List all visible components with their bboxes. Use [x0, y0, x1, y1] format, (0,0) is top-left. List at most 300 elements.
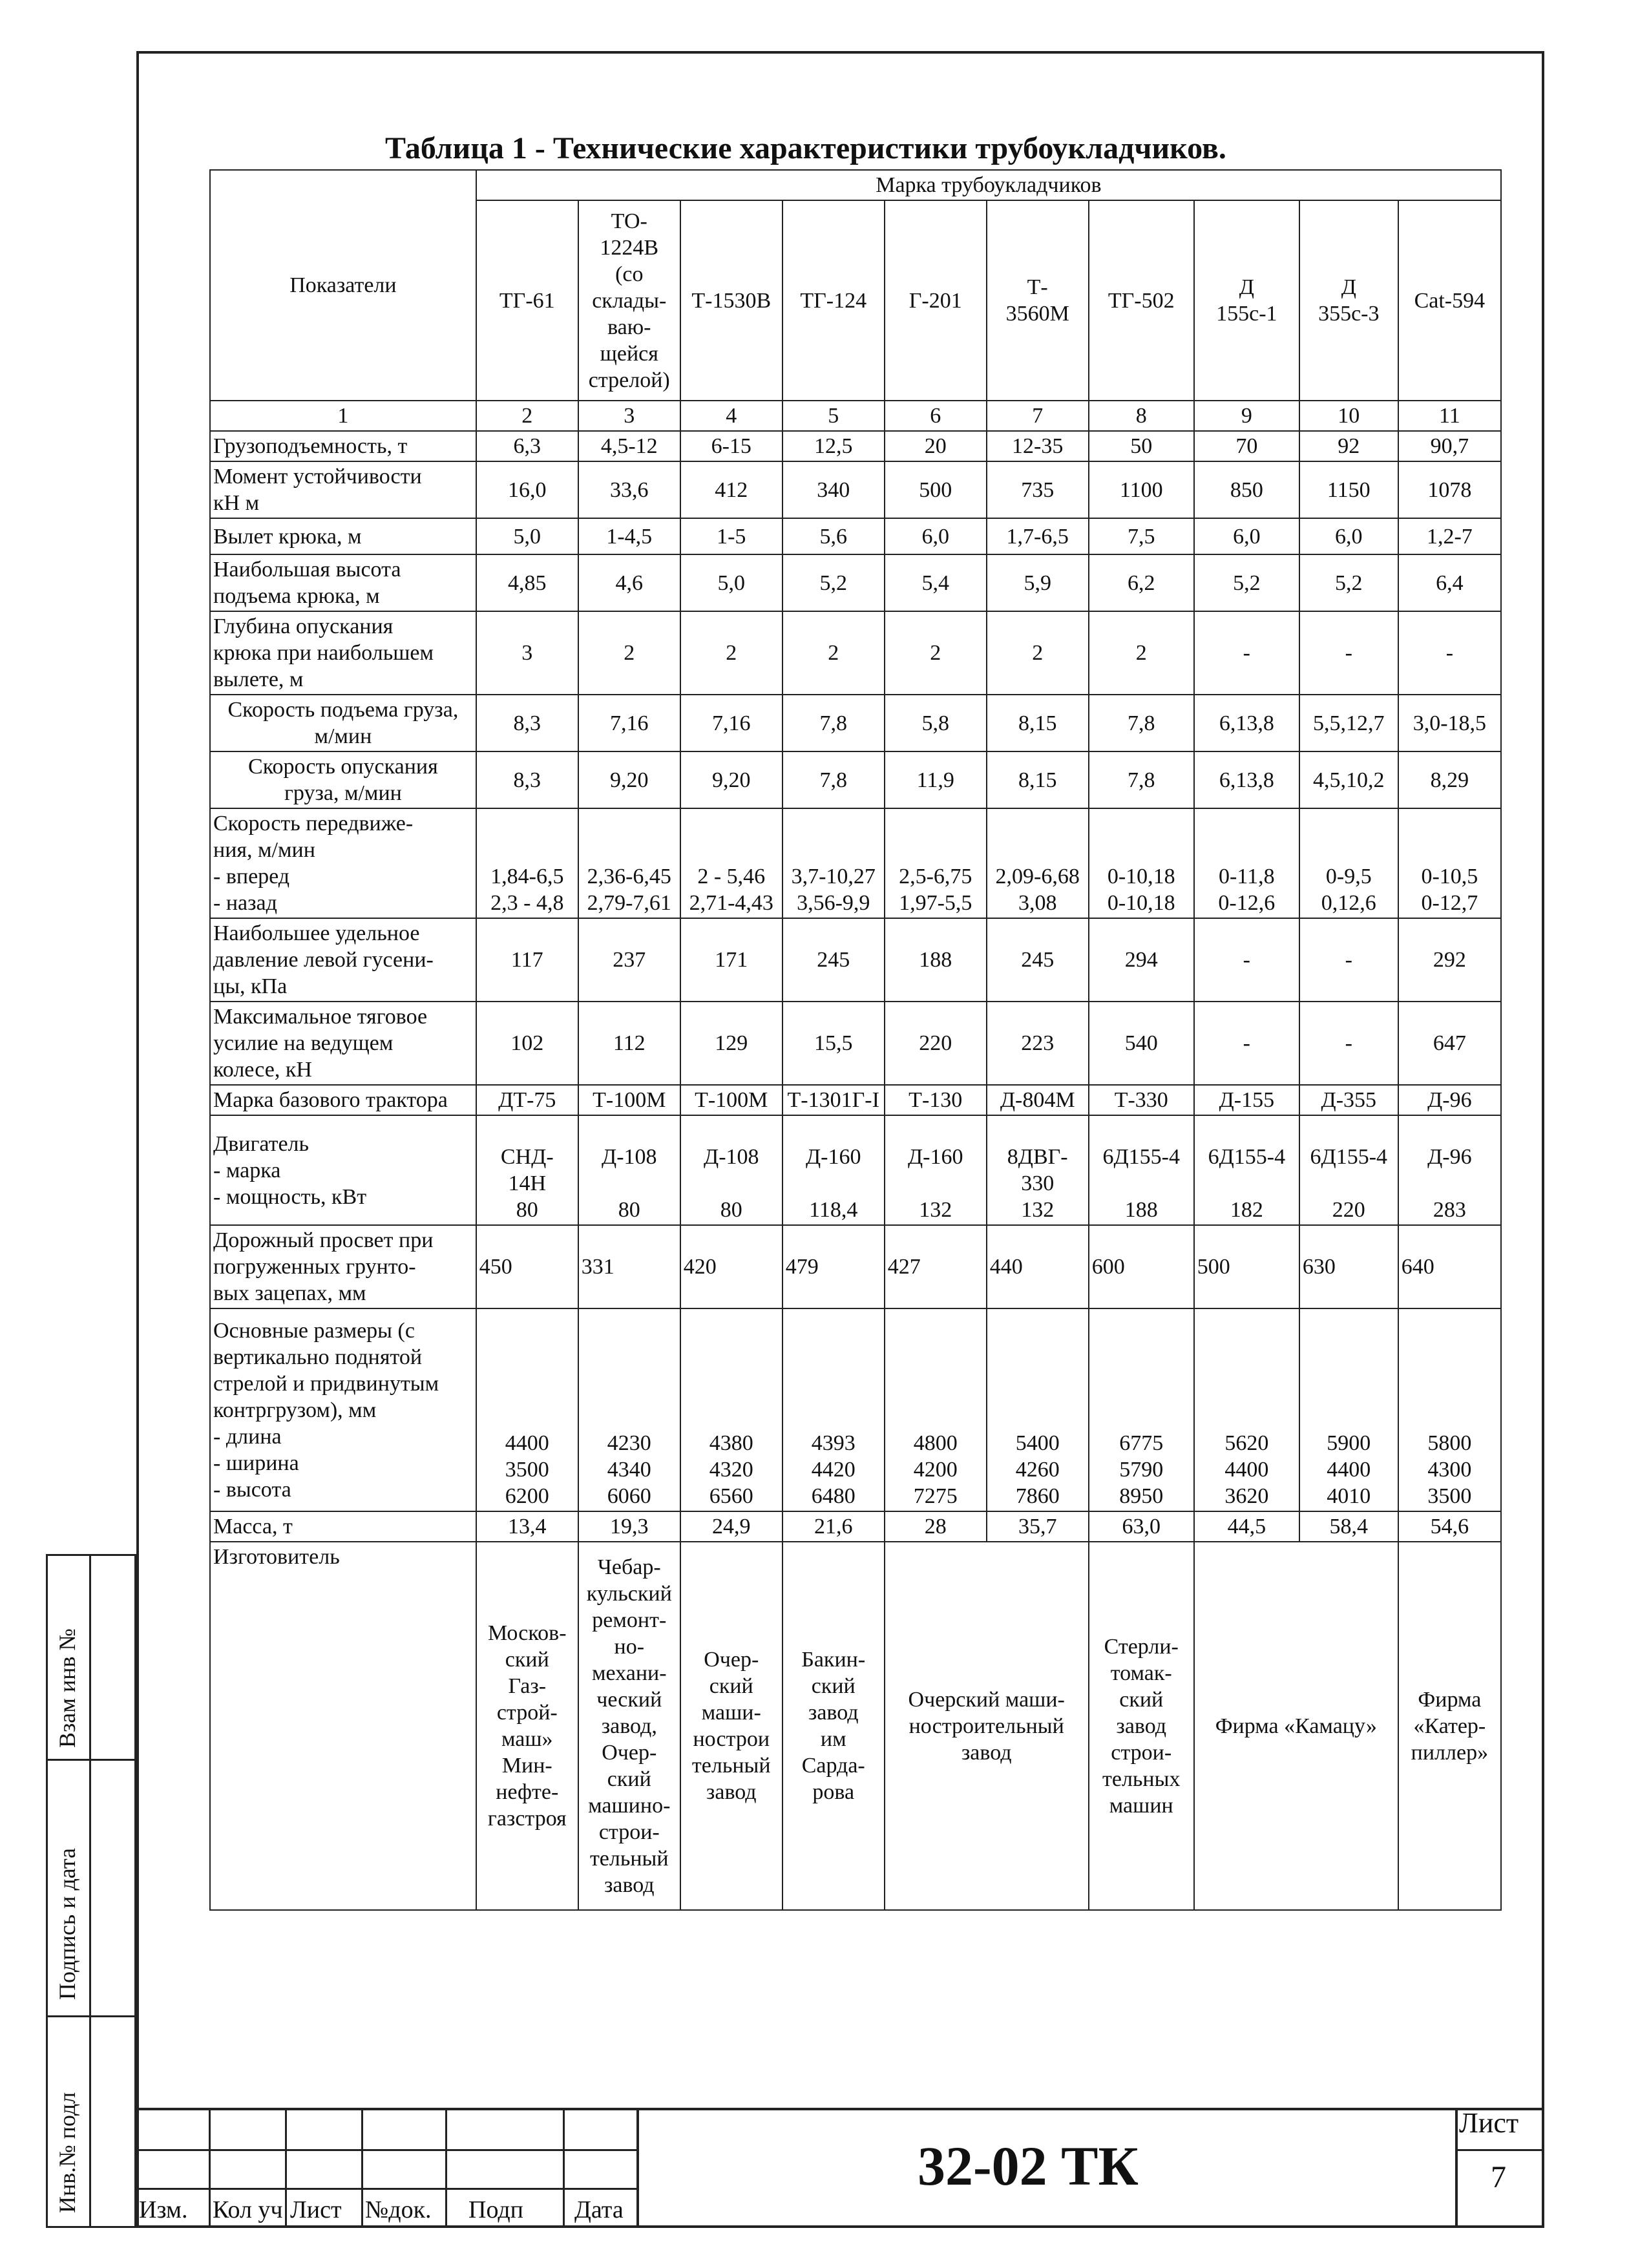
row-label-hook_height-line: Наибольшая высота: [213, 558, 401, 582]
value-traction: [578, 1002, 680, 1085]
value-engine-line: 80: [516, 1198, 538, 1222]
column-number-line: 9: [1241, 404, 1252, 428]
value-tractor: [1299, 1085, 1398, 1115]
value-dimensions-line: 6060: [607, 1484, 651, 1508]
maker-c5-line: им: [820, 1727, 846, 1751]
value-travel_speed: [680, 808, 782, 918]
maker-c2-line: Москов-: [488, 1621, 567, 1645]
value-engine-line: 6Д155-4: [1208, 1145, 1286, 1169]
value-mass-line: 35,7: [1018, 1515, 1057, 1538]
column-number: [680, 401, 782, 431]
column-number-line: 6: [930, 404, 941, 428]
value-lower_speed: [885, 751, 987, 808]
maker-c2-line: ский: [505, 1648, 549, 1672]
value-capacity: [1398, 431, 1501, 461]
value-travel_speed-line: 0-12,7: [1421, 891, 1478, 915]
value-travel_speed: [578, 808, 680, 918]
value-dimensions: [1398, 1308, 1501, 1511]
value-moment-line: 735: [1021, 478, 1055, 502]
maker-c67-line: ностроительный: [909, 1714, 1064, 1738]
value-tractor-line: Д-804М: [1000, 1088, 1075, 1112]
row-label-dimensions-line: вертикально поднятой: [213, 1345, 423, 1369]
maker-c5-line: завод: [808, 1701, 859, 1725]
tb-col-data: Дата: [574, 2196, 624, 2223]
value-capacity-line: 20: [924, 434, 947, 458]
value-pressure: [476, 918, 578, 1002]
maker-c4-line: завод: [706, 1780, 757, 1804]
value-tractor: [782, 1085, 885, 1115]
value-mass-line: 58,4: [1329, 1515, 1369, 1538]
value-mass-line: 63,0: [1122, 1515, 1161, 1538]
value-dimensions: [476, 1308, 578, 1511]
value-dimensions: [782, 1308, 885, 1511]
value-dimensions: [1299, 1308, 1398, 1511]
value-clearance-line: 450: [479, 1255, 512, 1279]
maker-c3-line: механи-: [592, 1661, 667, 1685]
row-label-pressure-line: давление левой гусени-: [213, 948, 434, 972]
value-lowering_depth: [476, 611, 578, 695]
maker-c8-line: ский: [1119, 1687, 1164, 1712]
maker-c3-line: машино-: [588, 1793, 671, 1818]
value-clearance: [476, 1225, 578, 1308]
maker-c2-line: строй-: [496, 1701, 558, 1725]
value-engine-line: 188: [1124, 1198, 1158, 1222]
column-number-line: 10: [1338, 404, 1360, 428]
value-reach-line: 5,0: [513, 524, 541, 549]
value-pressure: [987, 918, 1089, 1002]
column-number: [1299, 401, 1398, 431]
model-header: [885, 200, 987, 401]
value-mass: [578, 1511, 680, 1542]
value-capacity-line: 70: [1235, 434, 1258, 458]
value-dimensions-line: 4010: [1327, 1484, 1371, 1508]
params-header: [210, 170, 476, 401]
value-reach-line: 1,2-7: [1426, 524, 1473, 549]
row-label-capacity: [210, 431, 476, 461]
value-hook_height: [1089, 554, 1194, 611]
row-label-hook_height: [210, 554, 476, 611]
row-label-clearance-line: погруженных грунто-: [213, 1255, 416, 1279]
value-lowering_depth-line: -: [1445, 641, 1454, 665]
value-engine-line: 8ДВГ-: [1007, 1145, 1068, 1169]
value-moment: [885, 461, 987, 518]
row-label-moment: [210, 461, 476, 518]
value-mass-line: 19,3: [610, 1515, 649, 1538]
value-lowering_depth-line: 2: [1032, 641, 1044, 665]
maker-c4-line: тельный: [691, 1754, 771, 1778]
value-hook_height: [885, 554, 987, 611]
value-dimensions-line: 4230: [607, 1431, 651, 1455]
value-dimensions-line: 4420: [811, 1458, 856, 1482]
spec-table: [209, 169, 1502, 1911]
value-tractor: [578, 1085, 680, 1115]
value-mass: [476, 1511, 578, 1542]
value-clearance-line: 630: [1302, 1255, 1336, 1279]
value-dimensions-line: 4400: [505, 1431, 549, 1455]
maker-c3-line: Чебар-: [597, 1555, 661, 1579]
value-moment-line: 340: [817, 478, 850, 502]
value-lowering_depth: [680, 611, 782, 695]
value-lift_speed-line: 3,0-18,5: [1413, 711, 1487, 735]
maker-c4: [680, 1542, 782, 1910]
value-traction-line: 540: [1124, 1031, 1158, 1055]
column-number-line: 11: [1439, 404, 1460, 428]
tb-col-kolvo: Кол уч: [213, 2196, 283, 2223]
value-pressure: [680, 918, 782, 1002]
value-engine-line: 283: [1433, 1198, 1466, 1222]
value-reach: [476, 518, 578, 554]
row-label-travel_speed-line: - вперед: [213, 865, 290, 888]
value-traction: [680, 1002, 782, 1085]
value-lowering_depth-line: 2: [726, 641, 737, 665]
value-lower_speed: [782, 751, 885, 808]
value-dimensions-line: 4300: [1427, 1458, 1472, 1482]
value-engine-line: Д-108: [704, 1145, 759, 1169]
row-label-lowering_depth-line: крюка при наибольшем: [213, 641, 434, 665]
value-tractor-line: Т-1301Г-I: [787, 1088, 879, 1112]
value-dimensions-line: 5790: [1119, 1458, 1164, 1482]
table-row: [210, 918, 1501, 1002]
maker-c3-line: ческий: [596, 1687, 662, 1712]
value-engine-line: 6Д155-4: [1102, 1145, 1180, 1169]
value-dimensions-line: 4320: [709, 1458, 753, 1482]
value-traction-line: 223: [1021, 1031, 1055, 1055]
value-lower_speed: [578, 751, 680, 808]
value-tractor: [476, 1085, 578, 1115]
value-tractor: [1398, 1085, 1501, 1115]
stamp-sign-label: Подпись и дата: [54, 1848, 80, 2000]
value-travel_speed-line: 3,7-10,27: [791, 865, 876, 888]
value-reach-line: 1-4,5: [606, 524, 653, 549]
value-lower_speed-line: 8,3: [513, 768, 541, 792]
table-row: [210, 401, 1501, 431]
value-travel_speed: [987, 808, 1089, 918]
value-reach: [1089, 518, 1194, 554]
row-label-engine-line: - мощность, кВт: [213, 1184, 367, 1209]
column-number: [885, 401, 987, 431]
value-engine-line: 132: [1021, 1198, 1055, 1222]
row-label-engine-line: - марка: [213, 1158, 281, 1182]
value-capacity: [885, 431, 987, 461]
column-number: [1089, 401, 1194, 431]
value-lowering_depth-line: -: [1345, 641, 1352, 665]
value-hook_height: [1299, 554, 1398, 611]
value-traction-line: -: [1243, 1031, 1250, 1055]
value-engine-line: 6Д155-4: [1310, 1145, 1388, 1169]
value-engine: [680, 1115, 782, 1225]
value-lower_speed: [476, 751, 578, 808]
value-pressure: [782, 918, 885, 1002]
model-header-line: Д: [1341, 275, 1356, 299]
row-label-travel_speed-line: - назад: [213, 891, 277, 915]
sheet-label: Лист: [1459, 2107, 1519, 2139]
value-lift_speed: [1194, 695, 1299, 751]
maker-c2-line: газстроя: [487, 1807, 567, 1831]
value-travel_speed: [1299, 808, 1398, 918]
model-header: [578, 200, 680, 401]
value-dimensions: [680, 1308, 782, 1511]
model-header-line: ТГ-502: [1108, 288, 1175, 313]
value-pressure: [885, 918, 987, 1002]
value-engine-line: 118,4: [809, 1198, 858, 1222]
row-label-lower_speed-line: груза, м/мин: [284, 781, 402, 805]
value-moment: [1194, 461, 1299, 518]
value-travel_speed: [476, 808, 578, 918]
maker-c2-line: Мин-: [501, 1754, 552, 1778]
table-row: [210, 1542, 1501, 1910]
maker-c11-line: Фирма: [1418, 1687, 1482, 1712]
maker-c8-line: машин: [1109, 1793, 1173, 1818]
model-header-line: ваю-: [607, 315, 651, 339]
value-dimensions-line: 6560: [709, 1484, 753, 1508]
value-clearance-line: 500: [1197, 1255, 1230, 1279]
value-hook_height: [987, 554, 1089, 611]
value-traction-line: 112: [613, 1031, 646, 1055]
row-label-reach: [210, 518, 476, 554]
value-capacity: [1194, 431, 1299, 461]
value-pressure-line: -: [1345, 948, 1352, 972]
value-tractor: [987, 1085, 1089, 1115]
row-label-capacity-line: Грузоподъемность, т: [213, 434, 408, 458]
value-tractor: [680, 1085, 782, 1115]
value-engine-line: 330: [1021, 1171, 1055, 1195]
value-lowering_depth: [782, 611, 885, 695]
value-travel_speed-line: 1,84-6,5: [490, 865, 564, 888]
maker-c67-line: завод: [961, 1740, 1012, 1765]
value-lowering_depth: [885, 611, 987, 695]
maker-c4-line: ский: [709, 1674, 753, 1698]
row-label-traction-line: усилие на ведущем: [213, 1031, 394, 1055]
value-reach: [1398, 518, 1501, 554]
value-travel_speed: [1194, 808, 1299, 918]
row-label-reach-line: Вылет крюка, м: [213, 524, 362, 549]
tb-col-izm: Изм.: [139, 2196, 188, 2223]
column-number: [476, 401, 578, 431]
value-tractor-line: Д-96: [1427, 1088, 1472, 1112]
row-label-pressure-line: Наибольшее удельное: [213, 921, 420, 945]
value-mass-line: 21,6: [814, 1515, 853, 1538]
value-hook_height-line: 5,9: [1024, 571, 1051, 595]
value-capacity: [782, 431, 885, 461]
maker-c3-line: тельный: [589, 1846, 669, 1871]
value-pressure-line: 117: [510, 948, 543, 972]
value-lift_speed: [1089, 695, 1194, 751]
value-clearance: [1398, 1225, 1501, 1308]
value-clearance-line: 640: [1401, 1255, 1434, 1279]
maker-c910: [1194, 1542, 1398, 1910]
model-header-line: Cat-594: [1414, 288, 1486, 313]
table-body: [210, 170, 1501, 1910]
column-number: [1398, 401, 1501, 431]
value-lowering_depth: [987, 611, 1089, 695]
value-lift_speed-line: 8,15: [1018, 711, 1057, 735]
value-dimensions-line: 5620: [1224, 1431, 1269, 1455]
maker-c3-line: но-: [614, 1634, 645, 1659]
value-tractor-line: ДТ-75: [498, 1088, 556, 1112]
row-label-dimensions-line: - ширина: [213, 1451, 299, 1475]
value-tractor-line: Т-130: [909, 1088, 963, 1112]
model-header: [1194, 200, 1299, 401]
value-travel_speed-line: 3,56-9,9: [797, 891, 870, 915]
maker-c3: [578, 1542, 680, 1910]
value-capacity-line: 92: [1338, 434, 1360, 458]
value-lowering_depth: [1398, 611, 1501, 695]
value-travel_speed-line: 0-10,5: [1421, 865, 1478, 888]
row-label-dimensions-line: - высота: [213, 1477, 291, 1502]
value-capacity: [578, 431, 680, 461]
value-dimensions: [578, 1308, 680, 1511]
maker-c2-line: маш»: [501, 1727, 553, 1751]
column-number-line: 2: [521, 404, 533, 428]
sheet-number: 7: [1491, 2160, 1506, 2194]
maker-c3-line: завод: [604, 1873, 655, 1897]
models-group-header: [476, 170, 1501, 200]
value-traction: [1089, 1002, 1194, 1085]
value-dimensions-line: 4800: [913, 1431, 958, 1455]
value-travel_speed-line: 2 - 5,46: [697, 865, 766, 888]
value-lift_speed-line: 7,16: [610, 711, 649, 735]
model-header: [1089, 200, 1194, 401]
value-lift_speed: [476, 695, 578, 751]
maker-c5-line: Бакин-: [801, 1648, 866, 1672]
row-label-travel_speed: [210, 808, 476, 918]
value-reach-line: 6,0: [1233, 524, 1261, 549]
value-engine-line: 14Н: [508, 1171, 547, 1195]
row-label-moment-line: Момент устойчивости: [213, 465, 422, 488]
value-moment: [1299, 461, 1398, 518]
value-mass: [987, 1511, 1089, 1542]
value-lift_speed-line: 5,8: [921, 711, 949, 735]
value-dimensions-line: 4393: [811, 1431, 856, 1455]
value-lowering_depth: [1299, 611, 1398, 695]
value-lower_speed-line: 7,8: [819, 768, 847, 792]
value-reach: [680, 518, 782, 554]
maker-c11-line: пиллер»: [1411, 1740, 1489, 1765]
table-row: [210, 554, 1501, 611]
params-header-line: Показатели: [289, 273, 397, 297]
maker-c2-line: нефте-: [496, 1780, 559, 1804]
row-label-mass-line: Масса, т: [213, 1515, 293, 1538]
value-lower_speed: [1194, 751, 1299, 808]
value-engine-line: 132: [919, 1198, 952, 1222]
value-capacity-line: 6-15: [711, 434, 751, 458]
maker-c3-line: кульский: [586, 1581, 672, 1606]
value-clearance-line: 420: [683, 1255, 717, 1279]
value-clearance: [1194, 1225, 1299, 1308]
value-traction: [1194, 1002, 1299, 1085]
value-reach-line: 1,7-6,5: [1006, 524, 1069, 549]
value-lowering_depth-line: 2: [930, 641, 941, 665]
value-capacity-line: 90,7: [1430, 434, 1469, 458]
value-hook_height-line: 4,85: [508, 571, 547, 595]
table-row: [210, 1225, 1501, 1308]
maker-c11-line: «Катер-: [1413, 1714, 1486, 1738]
row-label-pressure-line: цы, кПа: [213, 974, 288, 998]
value-capacity-line: 6,3: [513, 434, 541, 458]
value-hook_height: [1194, 554, 1299, 611]
stamp-inv-label: Инв.№ подл: [54, 2092, 80, 2213]
row-label-dimensions-line: контргрузом), мм: [213, 1398, 377, 1422]
maker-c67: [885, 1542, 1089, 1910]
value-capacity: [1299, 431, 1398, 461]
value-travel_speed: [1089, 808, 1194, 918]
row-label-maker: [210, 1542, 476, 1910]
value-engine-line: Д-160: [805, 1145, 861, 1169]
value-lowering_depth-line: 3: [521, 641, 533, 665]
value-engine-line: Д-96: [1427, 1145, 1472, 1169]
value-engine-line: Д-108: [602, 1145, 657, 1169]
value-hook_height: [476, 554, 578, 611]
value-travel_speed-line: 2,3 - 4,8: [490, 891, 564, 915]
value-clearance-line: 331: [581, 1255, 614, 1279]
value-pressure-line: 245: [1021, 948, 1055, 972]
value-traction: [1299, 1002, 1398, 1085]
value-dimensions-line: 6200: [505, 1484, 549, 1508]
value-travel_speed-line: 0-12,6: [1218, 891, 1276, 915]
column-number-line: 8: [1135, 404, 1147, 428]
model-header: [1299, 200, 1398, 401]
value-mass-line: 54,6: [1430, 1515, 1469, 1538]
model-header-line: 355с-3: [1318, 302, 1380, 326]
value-tractor-line: Д-355: [1321, 1088, 1377, 1112]
maker-c5: [782, 1542, 885, 1910]
value-reach: [782, 518, 885, 554]
value-hook_height-line: 5,2: [819, 571, 847, 595]
model-header: [987, 200, 1089, 401]
value-dimensions-line: 3500: [1427, 1484, 1472, 1508]
maker-c8-line: томак-: [1110, 1661, 1172, 1685]
column-number-line: 7: [1032, 404, 1044, 428]
value-moment: [1089, 461, 1194, 518]
row-label-tractor: [210, 1085, 476, 1115]
row-label-maker-line: Изготовитель: [213, 1545, 340, 1569]
value-traction-line: 647: [1433, 1031, 1466, 1055]
value-clearance-line: 427: [887, 1255, 921, 1279]
table-row: [210, 808, 1501, 918]
value-lowering_depth-line: 2: [1135, 641, 1147, 665]
value-pressure: [1398, 918, 1501, 1002]
value-lowering_depth-line: 2: [624, 641, 635, 665]
table-row: [210, 1511, 1501, 1542]
value-traction-line: 15,5: [814, 1031, 853, 1055]
value-tractor: [1194, 1085, 1299, 1115]
maker-c8-line: тельных: [1102, 1767, 1181, 1791]
table-row: [210, 695, 1501, 751]
row-label-dimensions-line: стрелой и придвинутым: [213, 1371, 439, 1396]
value-pressure-line: 294: [1124, 948, 1158, 972]
model-header-line: ТО-: [611, 209, 647, 233]
value-lowering_depth-line: -: [1243, 641, 1250, 665]
value-lower_speed-line: 9,20: [712, 768, 751, 792]
value-travel_speed-line: 0-10,18: [1107, 891, 1175, 915]
value-moment-line: 1150: [1327, 478, 1371, 502]
value-traction-line: 102: [510, 1031, 544, 1055]
value-capacity: [476, 431, 578, 461]
value-moment: [987, 461, 1089, 518]
value-tractor-line: Т-330: [1114, 1088, 1168, 1112]
maker-c8-line: завод: [1116, 1714, 1167, 1738]
column-number-line: 1: [337, 404, 349, 428]
model-header: [680, 200, 782, 401]
value-lift_speed-line: 7,16: [712, 711, 751, 735]
value-pressure: [1194, 918, 1299, 1002]
model-header-line: (со: [615, 262, 644, 286]
value-capacity-line: 50: [1130, 434, 1153, 458]
value-dimensions: [987, 1308, 1089, 1511]
value-engine: [578, 1115, 680, 1225]
value-dimensions-line: 4260: [1015, 1458, 1060, 1482]
value-lift_speed-line: 7,8: [1127, 711, 1155, 735]
